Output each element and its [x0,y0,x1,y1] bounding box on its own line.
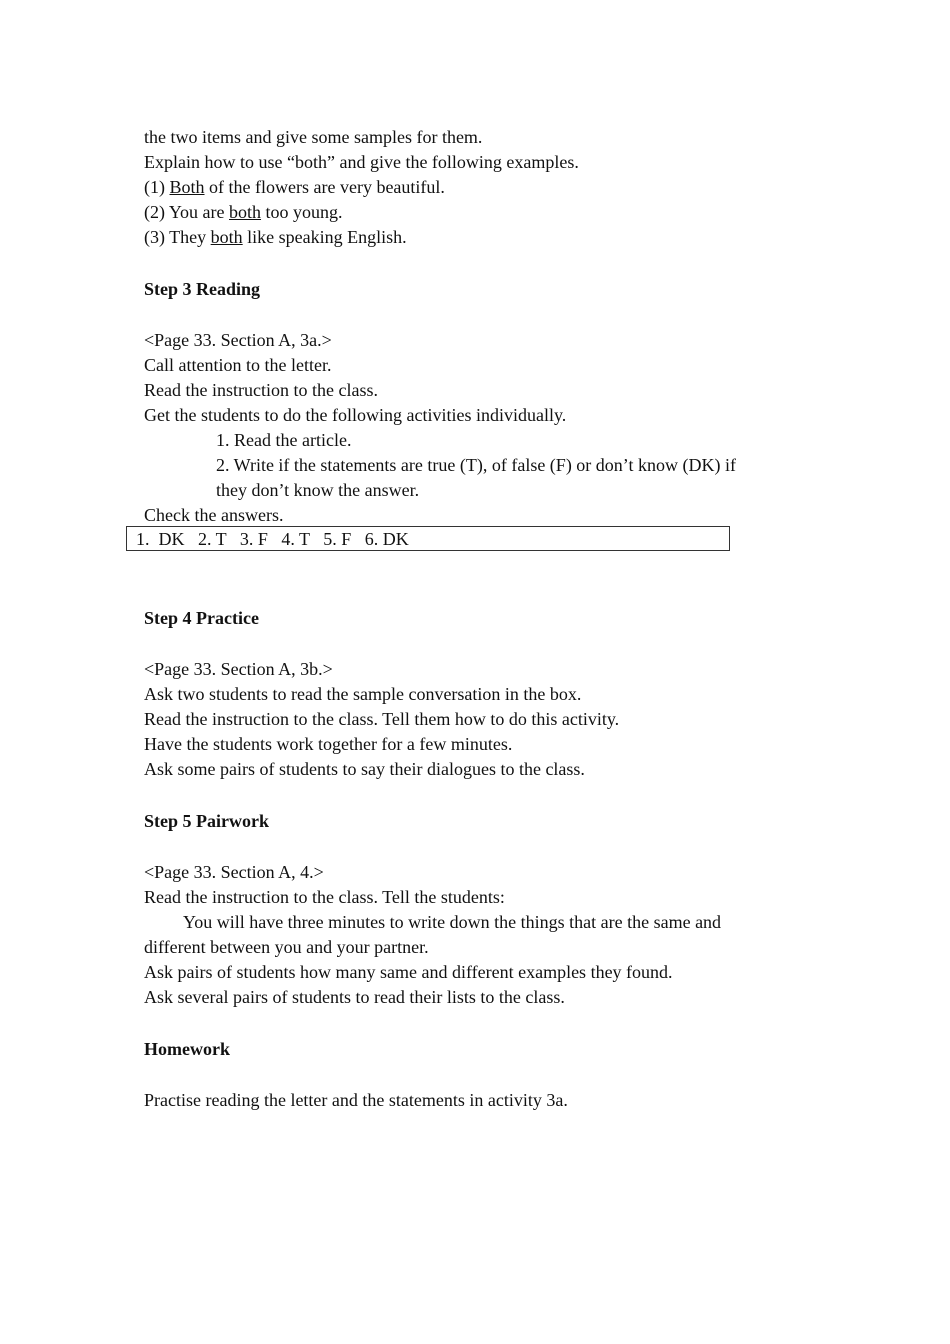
step3-heading: Step 3 Reading [144,279,261,299]
homework-text: Practise reading the letter and the statements in activity 3a. [144,1090,568,1110]
step4-line-3: Have the students work together for a few minutes. [144,734,513,754]
example-3 [144,226,407,248]
example-1 [144,176,445,198]
example-3-pre: (3) They [144,227,211,247]
example-1-pre: (1) [144,177,170,197]
step4-line-4: Ask some pairs of students to say their dialogues to the class. [144,759,585,779]
step4-line-2: Read the instruction to the class. Tell them how to do this activity. [144,709,620,729]
step3-line-2: Read the instruction to the class. [144,380,378,400]
step5-page-ref: <Page 33. Section A, 4.> [144,862,324,882]
example-2 [144,201,343,223]
step4-heading: Step 4 Practice [144,608,259,628]
step3-activity-1: 1. Read the article. [216,430,352,450]
step4-line-1: Ask two students to read the sample conversation in the box. [144,684,582,704]
step5-quote-line-1: You will have three minutes to write down the things that are the same and [183,912,722,932]
step3-check-answers: Check the answers. [144,505,284,525]
example-1-post: of the flowers are very beautiful. [204,177,445,197]
example-2-post: too young. [261,202,343,222]
step5-line-3: Ask several pairs of students to read their lists to the class. [144,987,565,1007]
answer-key-text: 1. DK 2. T 3. F 4. T 5. F 6. DK [136,529,409,549]
step5-heading: Step 5 Pairwork [144,811,269,831]
step5-line-1: Read the instruction to the class. Tell the students: [144,887,505,907]
step3-line-3: Get the students to do the following activities individually. [144,405,567,425]
example-3-underlined-word: both [210,227,243,247]
example-3-post: like speaking English. [242,227,407,247]
example-2-pre: (2) You are [144,202,229,222]
example-1-underlined-word: Both [169,177,205,197]
intro-line-1: the two items and give some samples for them. [144,127,483,147]
step3-activity-2-continued: they don’t know the answer. [216,480,420,500]
step3-activity-2: 2. Write if the statements are true (T), of false (F) or don’t know (DK) if [216,455,736,475]
step5-line-2: Ask pairs of students how many same and different examples they found. [144,962,673,982]
step4-page-ref: <Page 33. Section A, 3b.> [144,659,333,679]
homework-heading: Homework [144,1039,230,1059]
answer-key-box [126,526,730,551]
step5-quote-line-2: different between you and your partner. [144,937,429,957]
step3-page-ref: <Page 33. Section A, 3a.> [144,330,332,350]
intro-line-2: Explain how to use “both” and give the following examples. [144,152,579,172]
example-2-underlined-word: both [229,202,262,222]
step3-line-1: Call attention to the letter. [144,355,332,375]
